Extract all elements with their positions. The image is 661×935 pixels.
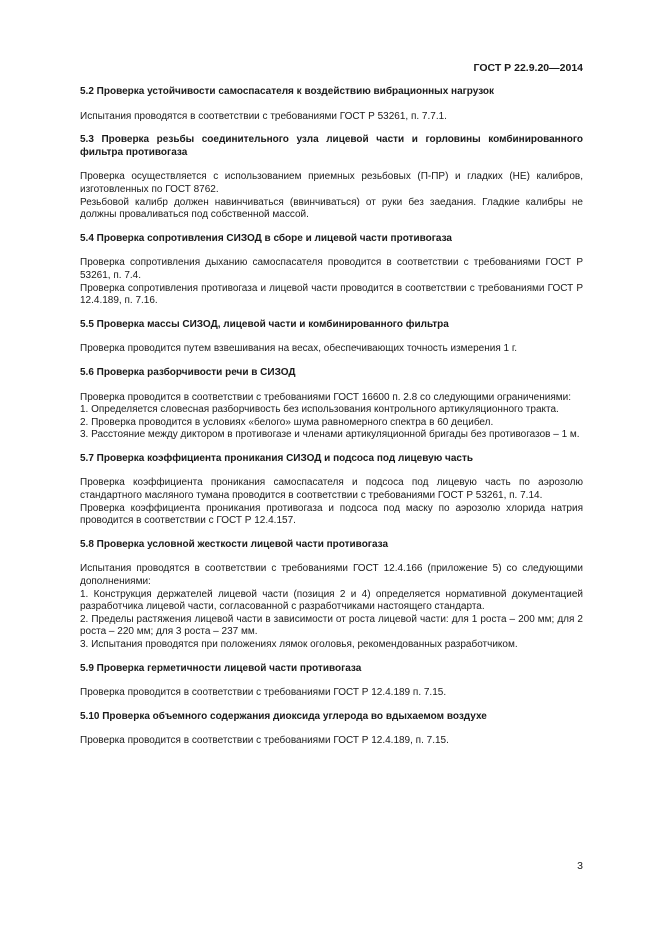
section-5-6 bbox=[80, 367, 583, 442]
paragraph: Испытания проводятся в соответствии с требованиями ГОСТ Р 53261, п. 7.7.1. bbox=[80, 110, 447, 122]
paragraph: Испытания проводятся в соответствии с требованиями ГОСТ 12.4.166 (приложение 5) со следующими дополнениями: bbox=[80, 563, 583, 588]
section-heading: 5.6 Проверка разборчивости речи в СИЗОД bbox=[80, 366, 296, 378]
list-item: 2. Проверка проводится в условиях «белого» шума равномерного спектра в 60 децибел. bbox=[80, 416, 494, 428]
section-heading: 5.5 Проверка массы СИЗОД, лицевой части и комбинированного фильтра bbox=[80, 318, 449, 330]
list-item: 3. Расстояние между диктором в противогазе и членами артикуляционной бригады без противогазов – 1 м. bbox=[80, 429, 580, 441]
list-item: 2. Пределы растяжения лицевой части в зависимости от роста лицевой части: для 1 роста – 200 мм; для 2 роста – 220 мм; для 3 роста – 237 мм. bbox=[80, 613, 583, 638]
list-item: 1. Конструкция держателей лицевой части (позиция 2 и 4) определяется нормативной документацией разработчика лицевой части, согласованной с разработчиками настоящего стандарта. bbox=[80, 588, 583, 613]
section-5-5 bbox=[80, 319, 583, 356]
section-heading: 5.10 Проверка объемного содержания диоксида углерода во вдыхаемом воздухе bbox=[80, 710, 487, 722]
paragraph: Резьбовой калибр должен навинчиваться (ввинчиваться) от руки без заедания. Гладкие калибры не должны проваливаться под собственной массой. bbox=[80, 196, 583, 221]
paragraph: Проверка сопротивления противогаза и лицевой части проводится в соответствии с требованиями ГОСТ Р 12.4.189, п. 7.16. bbox=[80, 282, 583, 307]
section-5-3 bbox=[80, 134, 583, 222]
document-body bbox=[80, 86, 583, 759]
list-item: 1. Определяется словесная разборчивость без использования контрольного артикуляционного тракта. bbox=[80, 404, 559, 416]
section-heading: 5.3 Проверка резьбы соединительного узла лицевой части и горловины комбинированного фильтра противогаза bbox=[80, 134, 583, 158]
document-header: ГОСТ Р 22.9.20—2014 bbox=[473, 62, 583, 74]
paragraph: Проверка осуществляется с использованием приемных резьбовых (П-ПР) и гладких (НЕ) калибров, изготовленных по ГОСТ 8762. bbox=[80, 171, 583, 195]
page-number: 3 bbox=[577, 860, 583, 872]
section-5-10 bbox=[80, 711, 583, 748]
paragraph: Проверка проводится в соответствии с требованиями ГОСТ 16600 п. 2.8 со следующими ограничениями: bbox=[80, 391, 571, 403]
list-item: 3. Испытания проводятся при положениях лямок оголовья, рекомендованных разработчиком. bbox=[80, 639, 518, 650]
section-5-4 bbox=[80, 233, 583, 308]
section-heading: 5.7 Проверка коэффициента проникания СИЗОД и подсоса под лицевую часть bbox=[80, 452, 473, 464]
section-heading: 5.4 Проверка сопротивления СИЗОД в сборе и лицевой части противогаза bbox=[80, 232, 452, 244]
section-heading: 5.8 Проверка условной жесткости лицевой части противогаза bbox=[80, 538, 389, 550]
paragraph: Проверка сопротивления дыханию самоспасателя проводится в соответствии с требованиями ГОСТ Р 53261, п. 7.4. bbox=[80, 257, 583, 281]
section-heading: 5.9 Проверка герметичности лицевой части противогаза bbox=[80, 662, 362, 674]
paragraph: Проверка проводится путем взвешивания на весах, обеспечивающих точность измерения 1 г. bbox=[80, 343, 518, 355]
paragraph: Проверка коэффициента проникания противогаза и подсоса под маску по аэрозолю хлорида натрия проводится в соответствии с ГОСТ Р 12.4.157. bbox=[80, 502, 583, 527]
section-5-9 bbox=[80, 663, 583, 700]
section-5-8 bbox=[80, 539, 583, 652]
section-5-7 bbox=[80, 453, 583, 528]
section-5-2 bbox=[80, 86, 583, 123]
paragraph: Проверка коэффициента проникания самоспасателя и подсоса под лицевую часть по аэрозолю стандартного масляного тумана проводится в соответствии с требованиями ГОСТ Р 53261, п. 7.14. bbox=[80, 477, 583, 502]
section-heading: 5.2 Проверка устойчивости самоспасателя к воздействию вибрационных нагрузок bbox=[80, 86, 495, 97]
paragraph: Проверка проводится в соответствии с требованиями ГОСТ Р 12.4.189 п. 7.15. bbox=[80, 687, 447, 699]
paragraph: Проверка проводится в соответствии с требованиями ГОСТ Р 12.4.189, п. 7.15. bbox=[80, 735, 449, 747]
